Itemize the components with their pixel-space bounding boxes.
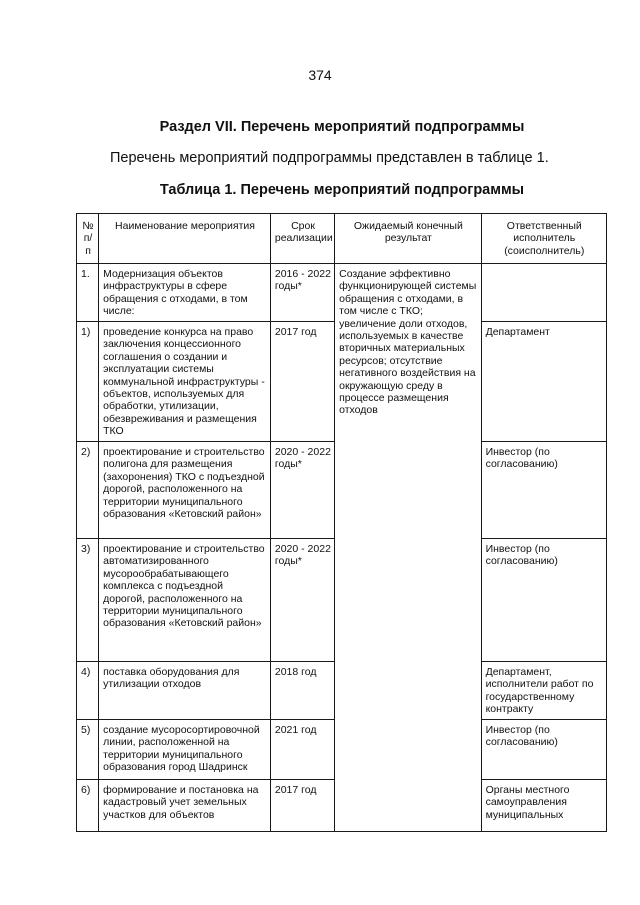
row-responsible — [481, 264, 606, 322]
row-name: создание мусоросортировочной линии, расположенной на территории муниципального образования город Шадринск — [99, 720, 271, 780]
measures-table — [76, 213, 607, 832]
row-responsible: Инвестор (по согласованию) — [481, 442, 606, 539]
row-term: 2020 - 2022 годы* — [270, 442, 334, 539]
header-name: Наименование мероприятия — [99, 214, 271, 264]
row-responsible: Инвестор (по согласованию) — [481, 539, 606, 662]
row-term: 2017 год — [270, 322, 334, 442]
header-responsible: Ответственный исполнитель (соисполнитель) — [481, 214, 606, 264]
row-num: 5) — [77, 720, 99, 780]
row-term: 2020 - 2022 годы* — [270, 539, 334, 662]
table-header-row — [77, 214, 607, 264]
row-responsible: Органы местного самоуправления муниципальных — [481, 780, 606, 832]
row-num: 4) — [77, 662, 99, 720]
row-num: 1. — [77, 264, 99, 322]
header-num: № п/п — [77, 214, 99, 264]
expected-result: Создание эффективно функционирующей системы обращения с отходами, в том числе с ТКО; увеличение доли отходов, используемых в качестве вторичных материальных ресурсов; отсутствие негативного воздействия на окружающую среду в процессе размещения отходов — [335, 264, 481, 832]
row-name: проектирование и строительство автоматизированного мусорообрабатывающего комплекса с подъездной дорогой, расположенного на территории муниципального образования «Кетовский район» — [99, 539, 271, 662]
row-name: проведение конкурса на право заключения концессионного соглашения о создании и эксплуатации системы коммунальной инфраструктуры - объектов, используемых для обработки, утилизации, обезвреживания и размещения ТКО — [99, 322, 271, 442]
row-num: 2) — [77, 442, 99, 539]
header-term: Срок реализации — [270, 214, 334, 264]
row-name: формирование и постановка на кадастровый учет земельных участков для объектов — [99, 780, 271, 832]
row-name: поставка оборудования для утилизации отходов — [99, 662, 271, 720]
row-responsible: Департамент, исполнители работ по государственному контракту — [481, 662, 606, 720]
row-term: 2017 год — [270, 780, 334, 832]
row-num: 3) — [77, 539, 99, 662]
table-row — [77, 264, 607, 322]
row-term: 2021 год — [270, 720, 334, 780]
row-term: 2018 год — [270, 662, 334, 720]
section-title: Раздел VII. Перечень мероприятий подпрограммы — [159, 119, 525, 135]
row-num: 1) — [77, 322, 99, 442]
table-caption: Таблица 1. Перечень мероприятий подпрограммы — [159, 182, 525, 198]
row-responsible: Инвестор (по согласованию) — [481, 720, 606, 780]
row-name: проектирование и строительство полигона для размещения (захоронения) ТКО с подъездной дорогой, расположенного на территории муниципального образования «Кетовский район» — [99, 442, 271, 539]
row-num: 6) — [77, 780, 99, 832]
page-number: 374 — [308, 67, 332, 83]
row-term: 2016 - 2022 годы* — [270, 264, 334, 322]
row-responsible: Департамент — [481, 322, 606, 442]
header-result: Ожидаемый конечный результат — [335, 214, 481, 264]
intro-text: Перечень мероприятий подпрограммы представлен в таблице 1. — [110, 150, 549, 166]
row-name: Модернизация объектов инфраструктуры в сфере обращения с отходами, в том числе: — [99, 264, 271, 322]
